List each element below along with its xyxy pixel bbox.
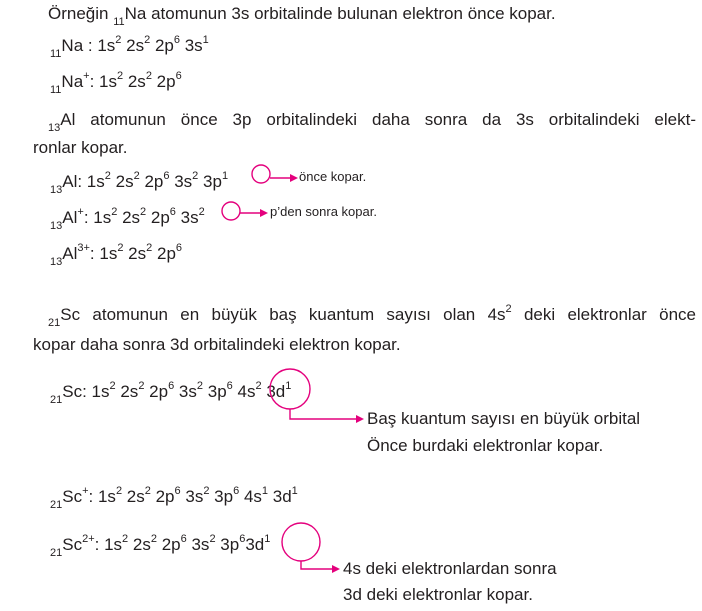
config-na: $_{11}$Na : $1s^2$ $2s^2$ $2p^6$ $3s^1$ [50,34,209,61]
sc-note-b-arrowhead [332,565,340,573]
sc-note-a-line1: Baş kuantum sayısı en büyük orbital [367,409,641,428]
config-al: $_{13}$Al: $1s^2$ $2s^2$ $2p^6$ $3s^2$ $3p^1$ [50,170,229,197]
al-note-2-arrowhead [260,209,268,217]
sc-note-a-arrow-line [290,409,358,419]
na-intro: Örneğin $_{11}$Na atomunun 3s orbitalinde bulunan elektron önce kopar. [48,4,556,29]
al-note-2: p’den sonra kopar. [270,204,377,219]
sc-note-b-arrow-line [301,561,334,569]
config-al-3plus: $_{13}Al^{3+}$: $1s^2$ $2s^2$ $2p^6$ [50,242,183,269]
al-intro-line2: ronlar kopar. [33,138,128,157]
sc-note-b-line1: 4s deki elektronlardan sonra [343,559,557,578]
sc-3d-highlight-circle [282,523,320,561]
al-note-1: önce kopar. [299,169,367,184]
al-note-1-arrowhead [290,174,298,182]
sc-intro-line1: $_{21}$Sc atomunun en büyük baş kuantum sayısı olan $4s^2$ deki elektronlar önce [48,303,696,330]
sc-intro-line2: kopar daha sonra 3d orbitalindeki elektron kopar. [33,335,401,354]
config-sc-plus: $_{21}$Sc+: $1s^2$ $2s^2$ $2p^6$ $3s^2$ $3p^6$ $4s^1$ $3d^1$ [50,485,298,512]
config-sc: $_{21}$Sc: $1s^2$ $2s^2$ $2p^6$ $3s^2$ $3p^6$ $4s^2$ $3d^1$ [50,380,292,407]
sc-note-b-line2: 3d deki elektronlar kopar. [343,585,533,604]
sc-note-a-line2: Önce burdaki elektronlar kopar. [367,436,604,455]
al-3s-highlight-circle [222,202,240,220]
config-al-plus: $_{13}$Al+: $1s^2$ $2s^2$ $2p^6$ $3s^2$ [50,206,205,233]
config-sc-2plus: $_{21}Sc^{2+}$: $1s^2$ $2s^2$ $2p^6$ $3s^2$ $3p^63d^1$ [50,533,271,560]
sc-note-a-arrowhead [356,415,364,423]
al-3p-highlight-circle [252,165,270,183]
al-intro-line1: $_{13}$Al atomunun önce 3p orbitalindeki daha sonra da 3s orbitalindeki elekt- [48,110,696,135]
config-na-ion: $_{11}$Na+: $1s^2$ $2s^2$ $2p^6$ [50,70,182,97]
